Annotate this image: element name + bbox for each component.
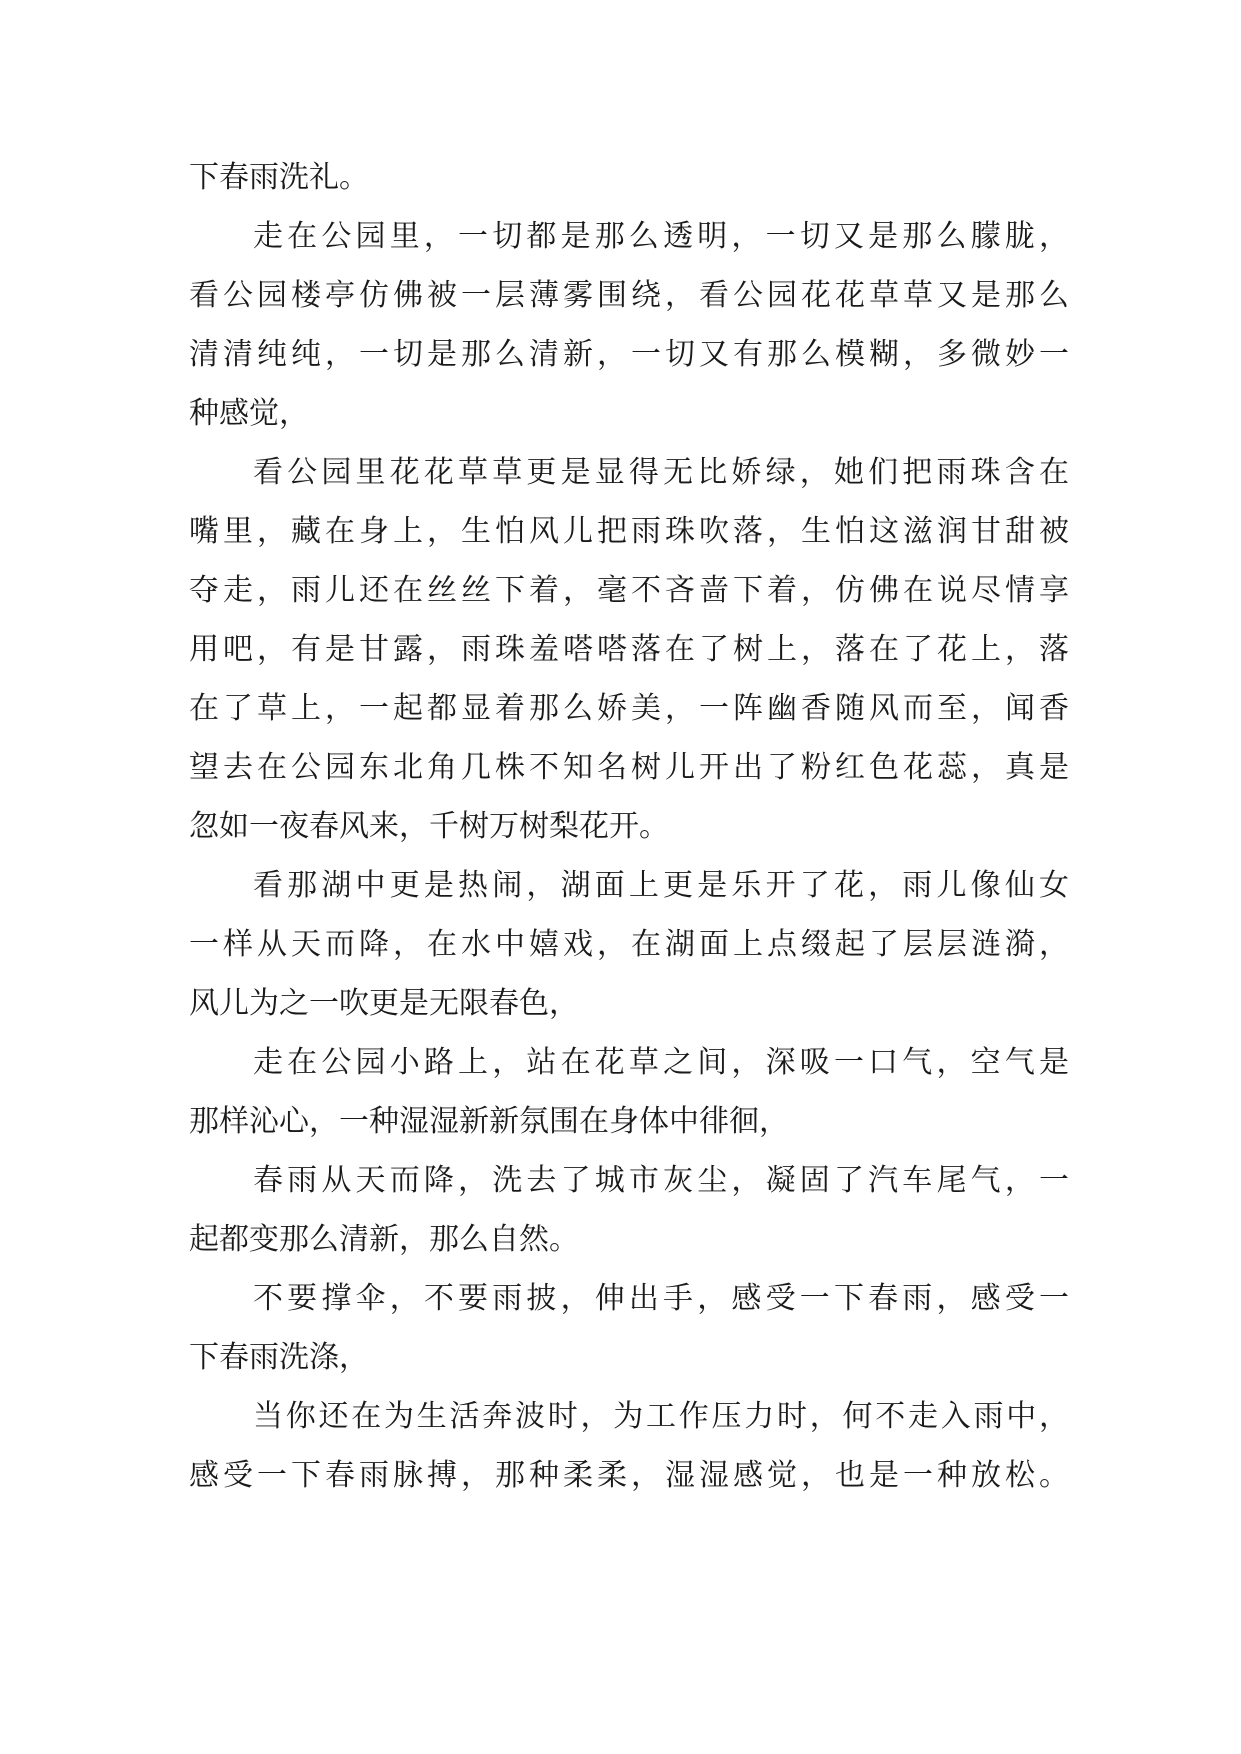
paragraph-first-line: 看公园里花花草草更是显得无比娇绿，她们把雨珠含在 (253, 455, 1069, 490)
text-line: 下春雨洗涤， (189, 1340, 369, 1375)
text-line: 用吧，有是甘露，雨珠羞嗒嗒落在了树上，落在了花上，落 (189, 632, 1069, 667)
paragraph-first-line: 不要撑伞，不要雨披，伸出手，感受一下春雨，感受一 (253, 1281, 1069, 1316)
text-line: 种感觉， (189, 396, 309, 431)
text-line: 看公园楼亭仿佛被一层薄雾围绕，看公园花花草草又是那么 (189, 278, 1069, 313)
text-line: 嘴里，藏在身上，生怕风儿把雨珠吹落，生怕这滋润甘甜被 (189, 514, 1069, 549)
text-line: 风儿为之一吹更是无限春色， (189, 986, 579, 1021)
paragraph-first-line: 当你还在为生活奔波时，为工作压力时，何不走入雨中， (253, 1399, 1069, 1434)
paragraph-first-line: 走在公园里，一切都是那么透明，一切又是那么朦胧， (253, 219, 1069, 254)
text-line: 望去在公园东北角几株不知名树儿开出了粉红色花蕊，真是 (189, 750, 1069, 785)
text-line: 夺走，雨儿还在丝丝下着，毫不吝啬下着，仿佛在说尽情享 (189, 573, 1069, 608)
paragraph-first-line: 春雨从天而降，洗去了城市灰尘，凝固了汽车尾气，一 (253, 1163, 1069, 1198)
text-line: 清清纯纯，一切是那么清新，一切又有那么模糊，多微妙一 (189, 337, 1069, 372)
text-line: 感受一下春雨脉搏，那种柔柔，湿湿感觉，也是一种放松。 (189, 1458, 1069, 1493)
text-line: 下春雨洗礼。 (189, 160, 369, 195)
paragraph-first-line: 看那湖中更是热闹，湖面上更是乐开了花，雨儿像仙女 (253, 868, 1069, 903)
text-line: 忽如一夜春风来，千树万树梨花开。 (189, 809, 669, 844)
text-line: 那样沁心，一种湿湿新新氛围在身体中徘徊， (189, 1104, 789, 1139)
document-body (189, 148, 1069, 1505)
paragraph-first-line: 走在公园小路上，站在花草之间，深吸一口气，空气是 (253, 1045, 1069, 1080)
text-line: 一样从天而降，在水中嬉戏，在湖面上点缀起了层层涟漪， (189, 927, 1069, 962)
text-line: 在了草上，一起都显着那么娇美，一阵幽香随风而至，闻香 (189, 691, 1069, 726)
text-line: 起都变那么清新，那么自然。 (189, 1222, 579, 1257)
